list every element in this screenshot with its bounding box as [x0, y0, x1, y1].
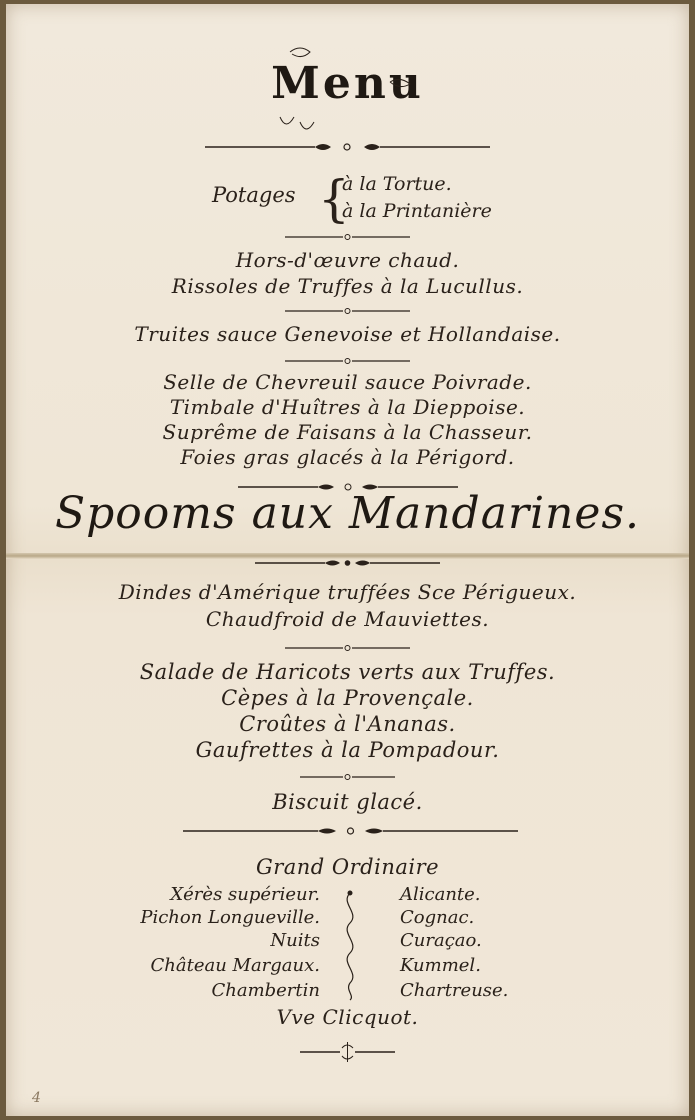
- entree-line: Suprême de Faisans à la Chasseur.: [162, 420, 533, 444]
- wine-left: Chambertin: [211, 980, 320, 1001]
- divider-3: [285, 306, 410, 316]
- entremets-line: Cèpes à la Provençale.: [221, 686, 474, 710]
- entremets-line: Gaufrettes à la Pompadour.: [195, 738, 500, 762]
- sorbet-line: Spooms aux Mandarines.: [54, 488, 641, 539]
- poisson-line: Truites sauce Genevoise et Hollandaise.: [134, 322, 561, 346]
- roti-line: Dindes d'Amérique truffées Sce Périgueux.: [118, 580, 577, 604]
- wine-right: Chartreuse.: [400, 980, 509, 1001]
- page-number: 4: [32, 1090, 41, 1106]
- divider-1: [205, 140, 490, 154]
- menu-title: Menu: [271, 58, 424, 109]
- wines-footer: Vve Clicquot.: [276, 1005, 419, 1029]
- divider-10: [300, 1040, 395, 1064]
- entremets-line: Croûtes à l'Ananas.: [239, 712, 456, 736]
- center-flourish-ornament: [335, 888, 365, 1003]
- entremets-line: Salade de Haricots verts aux Truffes.: [139, 660, 556, 684]
- hors-doeuvre-line: Rissoles de Truffes à la Lucullus.: [171, 274, 524, 298]
- entree-line: Selle de Chevreuil sauce Poivrade.: [163, 370, 532, 394]
- wine-right: Curaçao.: [400, 930, 482, 951]
- divider-4: [285, 356, 410, 366]
- title-ornament: [260, 42, 440, 142]
- wine-left: Nuits: [270, 930, 320, 951]
- wine-left: Château Margaux.: [150, 955, 320, 976]
- potage-item: à la Tortue.: [342, 173, 452, 195]
- potage-item: à la Printanière: [342, 200, 492, 222]
- wine-right: Cognac.: [400, 907, 475, 928]
- entree-line: Timbale d'Huîtres à la Dieppoise.: [169, 395, 526, 419]
- wine-left: Pichon Longueville.: [140, 907, 320, 928]
- divider-8: [300, 772, 395, 782]
- dessert-line: Biscuit glacé.: [272, 790, 423, 814]
- wine-right: Alicante.: [400, 884, 481, 905]
- wine-left: Xérès supérieur.: [170, 884, 320, 905]
- divider-6: [255, 557, 440, 569]
- divider-2: [285, 232, 410, 242]
- divider-9: [183, 825, 518, 837]
- brace-symbol: {: [318, 170, 350, 228]
- wines-heading: Grand Ordinaire: [255, 855, 440, 879]
- wine-right: Kummel.: [400, 955, 481, 976]
- hors-doeuvre-line: Hors-d'œuvre chaud.: [235, 248, 460, 272]
- entree-line: Foies gras glacés à la Périgord.: [180, 445, 515, 469]
- potages-label: Potages: [212, 183, 296, 207]
- roti-line: Chaudfroid de Mauviettes.: [205, 607, 490, 631]
- divider-7: [285, 643, 410, 653]
